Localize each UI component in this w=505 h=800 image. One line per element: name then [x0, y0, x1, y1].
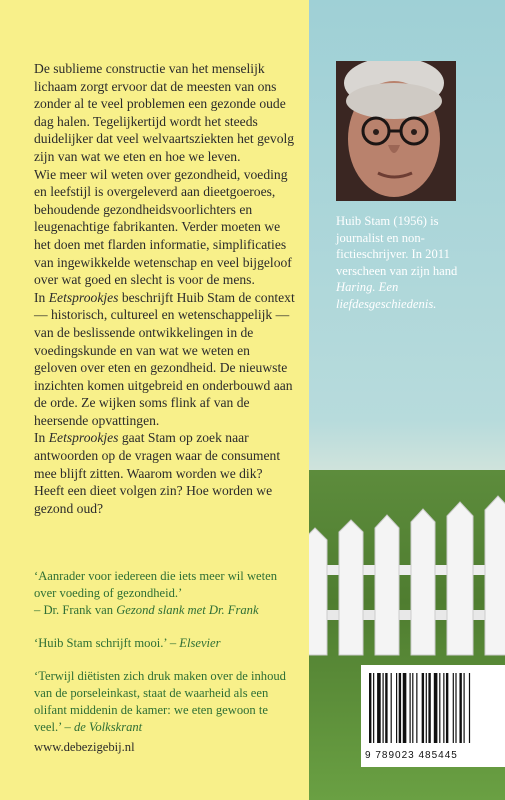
barcode-icon: [367, 673, 499, 743]
bio-text: Huib Stam (1956) is journalist en non-fictieschrijver. In 2011 verscheen van zijn hand: [336, 214, 458, 278]
text: In: [34, 289, 49, 305]
book-title: Eetsprookjes: [48, 430, 119, 446]
publisher-url[interactable]: www.debezigebij.nl: [34, 740, 135, 754]
isbn-barcode: [361, 665, 505, 767]
author-bio: [336, 213, 486, 312]
text: gaat Stam op zoek naar antwoorden op de vragen waar de consument mee blijft zitten. Waarom worden we dik? Heeft een dieet volgen zin? Hoe worden we gezond oud?: [34, 430, 281, 516]
quote-source-title: Gezond slank met Dr. Frank: [116, 603, 259, 617]
blurb-paragraph-2: Wie meer wil weten over gezondheid, voeding en leefstijl is overgeleverd aan dieetgoeroes, behoudende gezondheidsvoorlichters en leugenachtige fabrikanten. Verder moeten we het doen met flarden informatie, simplificaties van ingewikkelde wetenschap en veel bijgeloof over wat goed en slecht is voor de mens.: [34, 166, 292, 288]
quote-source: de Volkskrant: [73, 720, 143, 734]
blurb: [34, 60, 296, 517]
quote-text: ‘Terwijl diëtisten zich druk maken over de inhoud van de porseleinkast, staat de waarheid als een olifant middenin de kamer: we eten gewoon te veel.’ –: [34, 669, 286, 734]
author-portrait-image: [336, 61, 456, 201]
author-photo: [336, 61, 456, 201]
quote-1: [34, 568, 296, 619]
picket-fence-image: [309, 470, 505, 670]
quote-text: ‘Huib Stam schrijft mooi.’ –: [34, 636, 180, 650]
book-title: Eetsprookjes: [48, 289, 119, 305]
text: In: [34, 430, 49, 446]
back-cover-right-panel: [309, 0, 505, 800]
bio-book-title: Haring. Een liefdesgeschiedenis.: [336, 280, 437, 311]
quote-3: [34, 668, 296, 736]
quote-2: [34, 635, 296, 652]
blurb-paragraph-4: [34, 429, 296, 517]
blurb-paragraph-1: De sublieme constructie van het menselijk lichaam zorgt ervoor dat de meesten van ons zonder al te veel problemen een gezonde oude dag halen. Tegelijkertijd wordt het steeds duidelijker dat veel welvaartsziekten het gevolg zijn van wat we eten en hoe we leven.: [34, 61, 295, 164]
quote-source: Elsevier: [179, 636, 221, 650]
isbn-number: 9 789023 485445: [365, 750, 458, 761]
quote-text: ‘Aanrader voor iedereen die iets meer wil weten over voeding of gezondheid.’: [34, 569, 278, 600]
quote-source: – Dr. Frank van: [34, 603, 117, 617]
review-quotes: [34, 568, 296, 752]
blurb-paragraph-3: [34, 289, 296, 430]
text: beschrijft Huib Stam de context — historisch, cultureel en wetenschappelijk — van de beslissende ontwikkelingen in de voedingskunde en van wat we weten en geloven over eten en gezondheid. De nieuwste inzichten komen uitgebreid en onderbouwd aan de orde. Ze wijken soms flink af van de heersende opvattingen.: [34, 289, 295, 428]
